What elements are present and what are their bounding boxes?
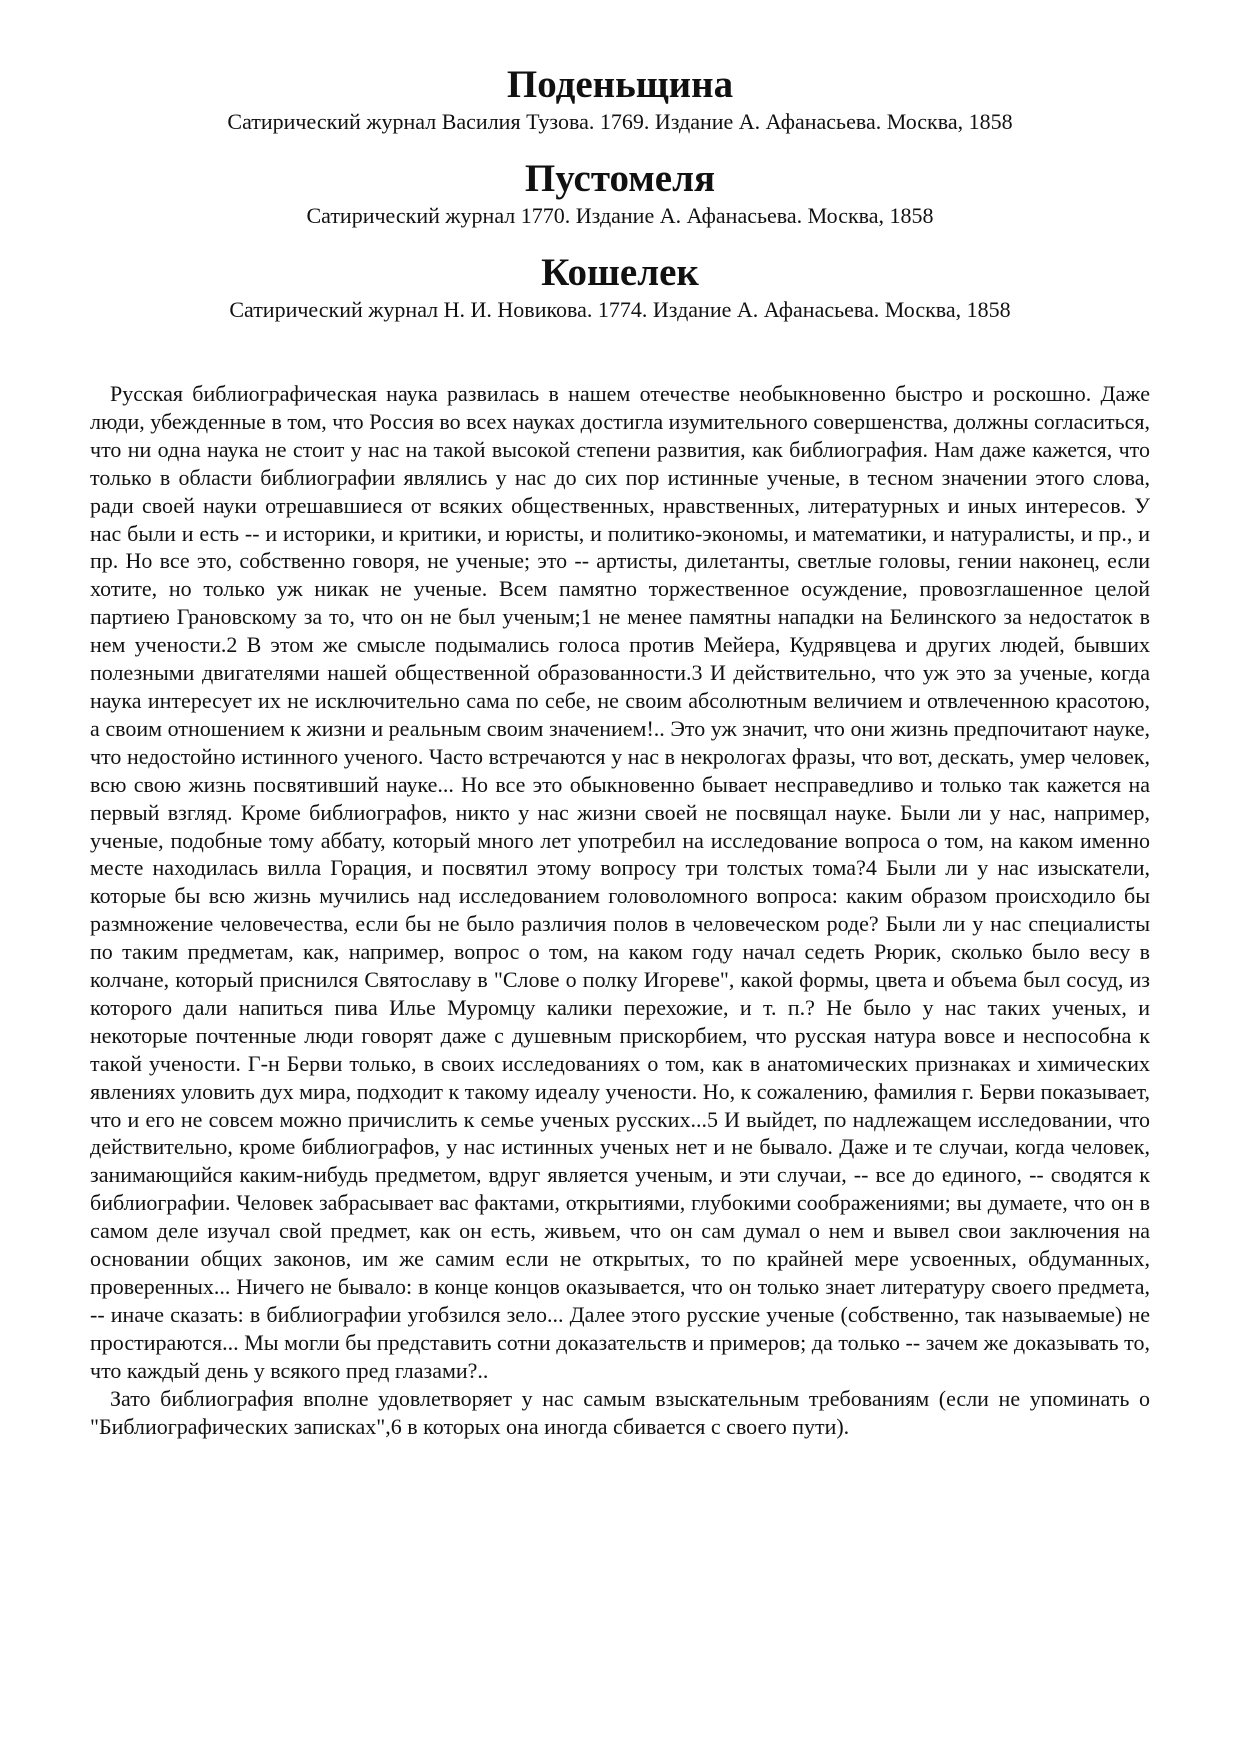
heading-block-pustomelya — [90, 156, 1150, 230]
heading-subtitle: Сатирический журнал 1770. Издание А. Афанасьева. Москва, 1858 — [306, 203, 934, 228]
heading-subtitle: Сатирический журнал Н. И. Новикова. 1774. Издание А. Афанасьева. Москва, 1858 — [229, 297, 1011, 322]
heading-subtitle: Сатирический журнал Василия Тузова. 1769. Издание А. Афанасьева. Москва, 1858 — [227, 109, 1013, 134]
heading-block-koshelek — [90, 250, 1150, 324]
heading-block-podenshchina — [90, 62, 1150, 136]
heading-title: Пустомеля — [524, 157, 716, 200]
heading-title: Кошелек — [541, 251, 699, 294]
article-body — [90, 380, 1150, 1440]
heading-title: Поденьщина — [506, 63, 734, 106]
body-paragraph: Зато библиография вполне удовлетворяет у нас самым взыскательным требованиям (если не упоминать о "Библиографических записках",6 в которых она иногда сбивается с своего пути). — [90, 1385, 1150, 1439]
body-paragraph: Русская библиографическая наука развилась в нашем отечестве необыкновенно быстро и роскошно. Даже люди, убежденные в том, что Россия во всех науках достигла изумительного совершенства, должны согласиться, что ни одна наука не стоит у нас на такой высокой степени развития, как библиография. Нам даже кажется, что только в области библиографии являлись у нас до сих пор истинные ученые, в тесном значении этого слова, ради своей науки отрешавшиеся от всяких общественных, нравственных, литературных и иных интересов. У нас были и есть -- и историки, и критики, и юристы, и политико-экономы, и математики, и натуралисты, и пр., и пр. Но все это, собственно говоря, не ученые; это -- артисты, дилетанты, светлые головы, гении наконец, если хотите, но только уж никак не ученые. Всем памятно торжественное осуждение, провозглашенное целой партиею Грановскому за то, что он не был ученым;1 не менее памятны нападки на Белинского за недостаток в нем учености.2 В этом же смысле подымались голоса против Мейера, Кудрявцева и других людей, бывших полезными двигателями нашей общественной образованности.3 И действительно, что уж это за ученые, когда наука интересует их не исключительно сама по себе, не своим абсолютным величием и отвлеченною красотою, а своим отношением к жизни и реальным своим значением!.. Это уж значит, что они жизнь предпочитают науке, что недостойно истинного ученого. Часто встречаются у нас в некрологах фразы, что вот, дескать, умер человек, всю свою жизнь посвятивший науке... Но все это обыкновенно бывает несправедливо и только так кажется на первый взгляд. Кроме библиографов, никто у нас жизни своей не посвящал науке. Были ли у нас, например, ученые, подобные тому аббату, который много лет употребил на исследование вопроса о том, на каком именно месте находилась вилла Горация, и посвятил этому вопросу три толстых тома?4 Были ли у нас изыскатели, которые бы всю жизнь мучились над исследованием головоломного вопроса: каким образом происходило бы размножение человечества, если бы не было различия полов в человеческом роде? Были ли у нас специалисты по таким предметам, как, например, вопрос о том, на каком году начал седеть Рюрик, сколько было весу в колчане, который приснился Святославу в "Слове о полку Игореве", какой формы, цвета и объема был сосуд, из которого дали напиться пива Илье Муромцу калики перехожие, и т. п.? Не было у нас таких ученых, и некоторые почтенные люди говорят даже с душевным прискорбием, что русская натура вовсе и неспособна к такой учености. Г-н Берви только, в своих исследованиях о том, как в анатомических признаках и химических явлениях уловить дух мира, подходит к такому идеалу учености. Но, к сожалению, фамилия г. Берви показывает, что и его не совсем можно причислить к семье ученых русских...5 И выйдет, по надлежащем исследовании, что действительно, кроме библиографов, у нас истинных ученых нет и не бывало. Даже и те случаи, когда человек, занимающийся каким-нибудь предметом, вдруг является ученым, и эти случаи, -- все до единого, -- сводятся к библиографии. Человек забрасывает вас фактами, открытиями, глубокими соображениями; вы думаете, что он в самом деле изучал свой предмет, как он есть, живьем, что он сам думал о нем и вывел свои заключения на основании общих законов, им же самим если не открытых, то по крайней мере усвоенных, обдуманных, проверенных... Ничего не бывало: в конце концов оказывается, что он только знает литературу своего предмета, -- иначе сказать: в библиографии угобзился зело... Далее этого русские ученые (собственно, так называемые) не простираются... Мы могли бы представить сотни доказательств и примеров; да только -- зачем же доказывать то, что каждый день у всякого пред глазами?.. — [90, 381, 1151, 1383]
